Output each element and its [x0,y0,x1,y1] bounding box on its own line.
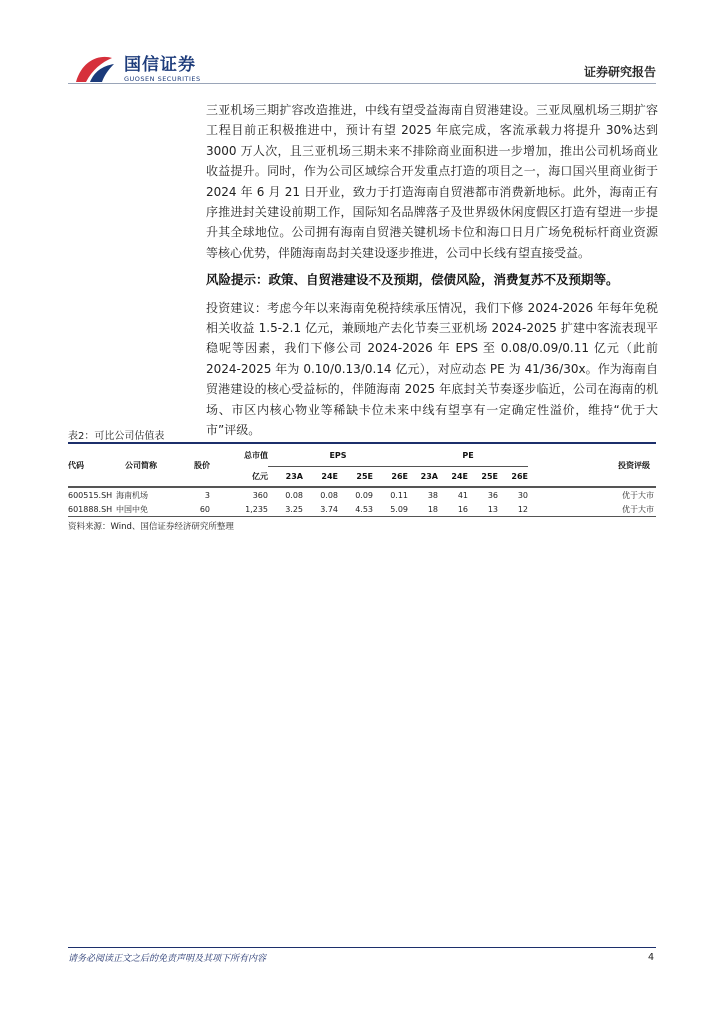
paragraph-airport-expansion: 三亚机场三期扩容改造推进，中线有望受益海南自贸港建设。三亚凤凰机场三期扩容工程目前正积极推进中，预计有望 2025 年底完成，客流承载力将提升 30%达到 3000 万人次，且三亚机场三期未来不排除商业面积进一步增加，推出公司机场商业收益提升。同时，作为公司区域综合开发重点打造的项目之一，海口国兴里商业街于 2024 年 6 月 21 日开业，致力于打造海南自贸港都市消费新地标。此外，海南正有序推进封关建设前期工作，国际知名品牌落子及世界级休闲度假区打造有望进一步提升其全球地位。公司拥有海南自贸港关键机场卡位和海口日月广场免税标杆商业资源等核心优势，伴随海南岛封关建设逐步推进，公司中长线有望直接受益。 [206,103,658,260]
header-pe-year: 23A [420,472,438,481]
cell-eps: 5.09 [390,504,408,514]
cell-pe: 12 [517,504,528,514]
header-pe-year: 24E [451,472,468,481]
table-bottom-rule [68,516,656,517]
cell-eps: 0.08 [285,490,303,500]
cell-pe: 30 [517,490,528,500]
header-divider [68,83,656,84]
header-price: 股价 [194,460,210,470]
table-row [68,502,656,516]
paragraph-investment-advice: 投资建议：考虑今年以来海南免税持续承压情况，我们下修 2024-2026 年每年免税相关收益 1.5-2.1 亿元，兼顾地产去化节奏三亚机场 2024-2025 扩建中客流表现平稳呢等因素，我们下修公司 2024-2026 年 EPS 至 0.08/0.09/0.11 亿元（此前 2024-2025 年为 0.10/0.13/0.14 亿元），对应动态 PE 为 41/36/30x。作为海南自贸港建设的核心受益标的，伴随海南 2025 年底封关节奏逐步临近，公司在海南的机场、市区内核心物业等稀缺卡位未来中线有望享有一定确定性溢价，维持“优于大市”评级。 [206,300,658,438]
table-source-note: 资料来源：Wind、国信证券经济研究所整理 [68,522,234,532]
footer-divider [68,947,656,948]
cell-eps: 0.11 [390,490,408,500]
cell-price: 60 [199,504,210,514]
header-eps-year: 26E [391,472,408,481]
cell-code: 600515.SH [68,490,113,500]
page-number: 4 [647,952,654,963]
header-eps-year: 23A [285,472,303,481]
company-logo [72,52,201,86]
cell-eps: 0.08 [320,490,338,500]
cell-pe: 13 [487,504,498,514]
footer-disclaimer: 请务必阅读正文之后的免责声明及其项下所有内容 [68,954,267,964]
cell-pe: 36 [487,490,498,500]
cell-code: 601888.SH [68,504,113,514]
header-eps-year: 24E [321,472,338,481]
cell-mktcap: 360 [252,490,268,500]
header-code: 代码 [68,460,84,470]
guosen-logo-icon [72,52,116,86]
page-header [0,0,724,88]
cell-name: 海南机场 [116,490,148,500]
header-name: 公司简称 [125,460,157,470]
header-mktcap: 总市值 [244,450,268,460]
logo-chinese-name: 国信证券 [124,54,196,75]
header-pe: PE [408,444,528,467]
header-pe-year: 26E [511,472,528,481]
cell-pe: 38 [427,490,438,500]
main-text [206,100,658,448]
cell-rating: 优于大市 [622,490,654,500]
cell-eps: 3.74 [320,504,338,514]
cell-rating: 优于大市 [622,504,654,514]
header-rating: 投资评级 [618,460,650,470]
cell-eps: 4.53 [355,504,373,514]
cell-mktcap: 1,235 [245,504,268,514]
cell-eps: 3.25 [285,504,303,514]
cell-pe: 16 [457,504,468,514]
cell-pe: 41 [457,490,468,500]
table-title: 表2：可比公司估值表 [68,431,165,442]
cell-name: 中国中免 [116,504,148,514]
cell-pe: 18 [427,504,438,514]
header-eps: EPS [268,444,408,467]
cell-price: 3 [204,490,210,500]
table-row [68,488,656,503]
valuation-table [68,442,656,517]
risk-warning: 风险提示：政策、自贸港建设不及预期，偿债风险，消费复苏不及预期等。 [206,272,619,288]
cell-eps: 0.09 [355,490,373,500]
header-mktcap-unit: 亿元 [252,471,268,481]
report-type-label: 证券研究报告 [583,65,656,79]
logo-english-name: GUOSEN SECURITIES [124,74,201,83]
header-pe-year: 25E [481,472,498,481]
header-eps-year: 25E [356,472,373,481]
